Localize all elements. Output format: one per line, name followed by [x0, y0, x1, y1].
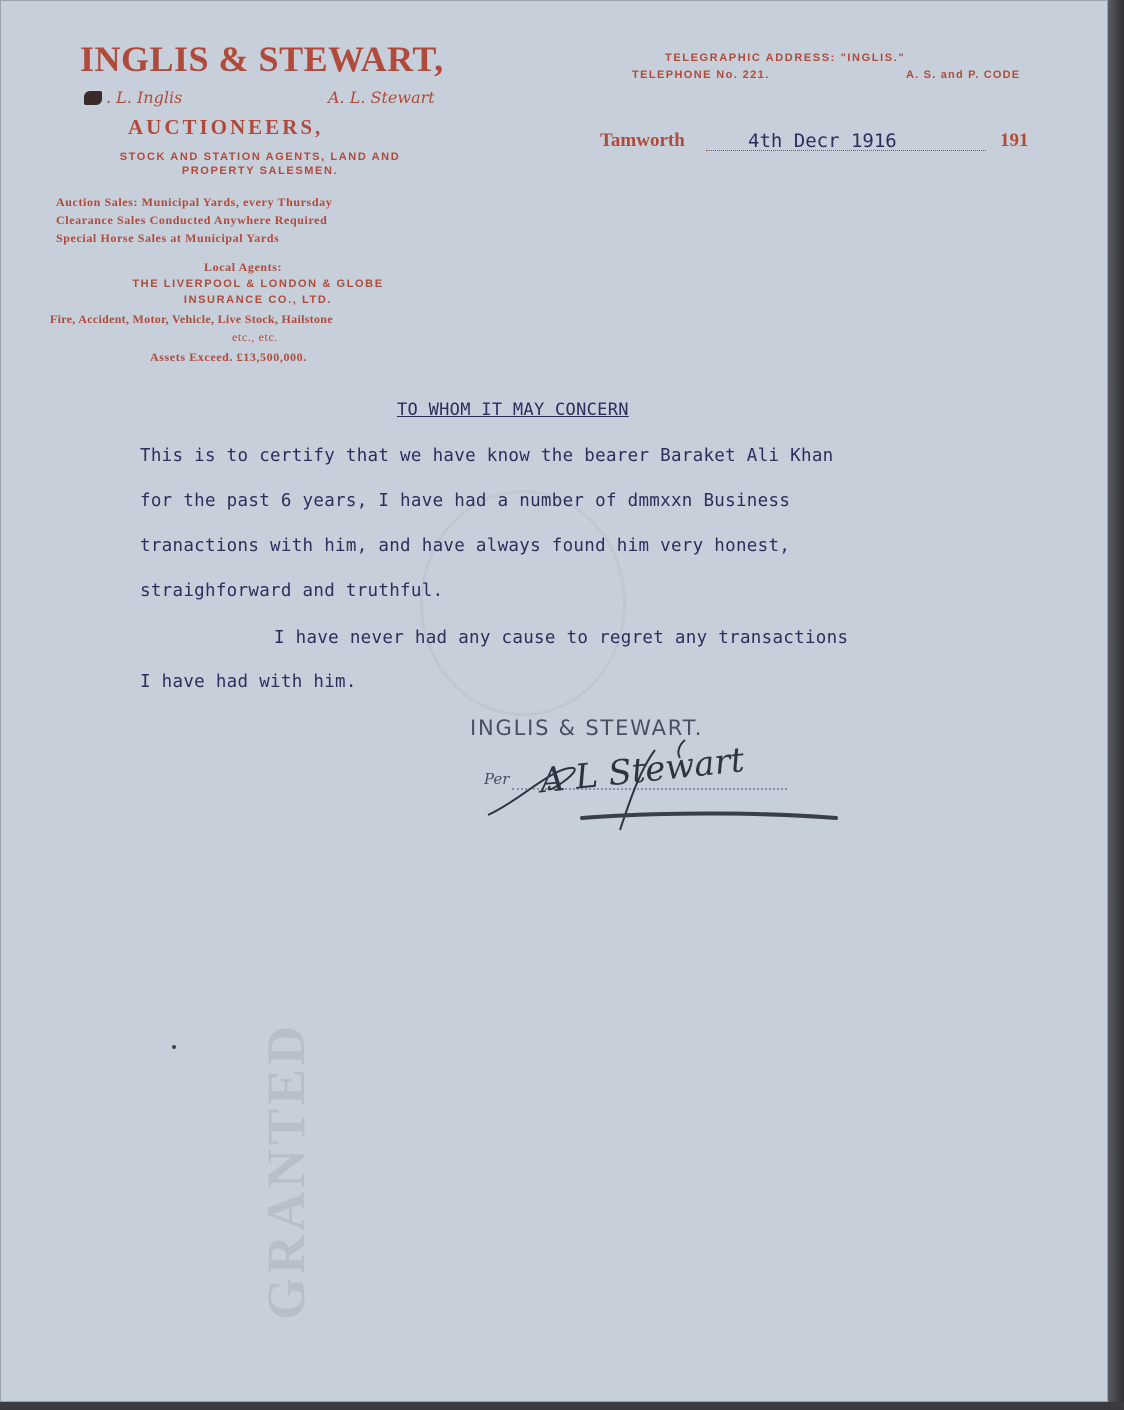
- place-name: Tamworth: [600, 130, 685, 151]
- services-line-2: PROPERTY SALESMEN.: [181, 165, 339, 177]
- assets-line: Assets Exceed. £13,500,000.: [150, 350, 307, 364]
- signature-text: A L Stewart: [538, 740, 747, 802]
- signature-per-label: Per: [484, 770, 510, 788]
- letter-date: 4th Decr 1916: [748, 130, 897, 152]
- body-line-1: This is to certify that we have know the bearer Baraket Ali Khan: [140, 446, 834, 466]
- code-reference: A. S. and P. CODE: [906, 69, 1021, 81]
- handwritten-signature: [480, 730, 880, 850]
- agents-line-3: Fire, Accident, Motor, Vehicle, Live Stock, Hailstone: [50, 312, 333, 326]
- letter-heading: TO WHOM IT MAY CONCERN: [397, 400, 629, 420]
- body-line-5: I have never had any cause to regret any transactions: [274, 628, 849, 648]
- body-line-2: for the past 6 years, I have had a number of dmmxxn Business: [140, 491, 791, 511]
- telegraphic-address: TELEGRAPHIC ADDRESS: "INGLIS.": [665, 52, 906, 64]
- sales-line-1: Auction Sales: Municipal Yards, every Thursday: [56, 195, 333, 209]
- agents-line-1: THE LIVERPOOL & LONDON & GLOBE: [132, 278, 384, 290]
- scan-edge-right: [1108, 0, 1124, 1410]
- agents-line-2: INSURANCE CO., LTD.: [183, 294, 333, 306]
- agents-heading: Local Agents:: [204, 260, 283, 274]
- scan-edge-bottom: [0, 1402, 1124, 1410]
- body-line-6: I have had with him.: [140, 672, 357, 692]
- body-line-4: straighforward and truthful.: [140, 581, 444, 601]
- services-line-1: STOCK AND STATION AGENTS, LAND AND: [119, 151, 401, 163]
- sales-line-3: Special Horse Sales at Municipal Yards: [56, 231, 280, 245]
- faded-seal: [420, 490, 626, 716]
- firm-title: AUCTIONEERS,: [128, 115, 324, 139]
- year-prefix: 191: [1000, 130, 1029, 151]
- body-line-3: tranactions with him, and have always found him very honest,: [140, 536, 791, 556]
- partner-left: [84, 88, 182, 107]
- faded-stamp: GRANTED: [256, 1021, 316, 1320]
- signature-firm-stamp: INGLIS & STEWART.: [470, 716, 704, 740]
- sales-line-2: Clearance Sales Conducted Anywhere Required: [56, 213, 328, 227]
- paper-speck: [172, 1045, 176, 1049]
- firm-name: INGLIS & STEWART,: [80, 39, 444, 79]
- agents-line-4: etc., etc.: [232, 330, 278, 344]
- partner-left-name: . L. Inglis: [106, 88, 183, 107]
- ink-blot-icon: [84, 91, 102, 105]
- partner-right: A. L. Stewart: [328, 88, 435, 107]
- telephone-number: TELEPHONE No. 221.: [632, 69, 770, 81]
